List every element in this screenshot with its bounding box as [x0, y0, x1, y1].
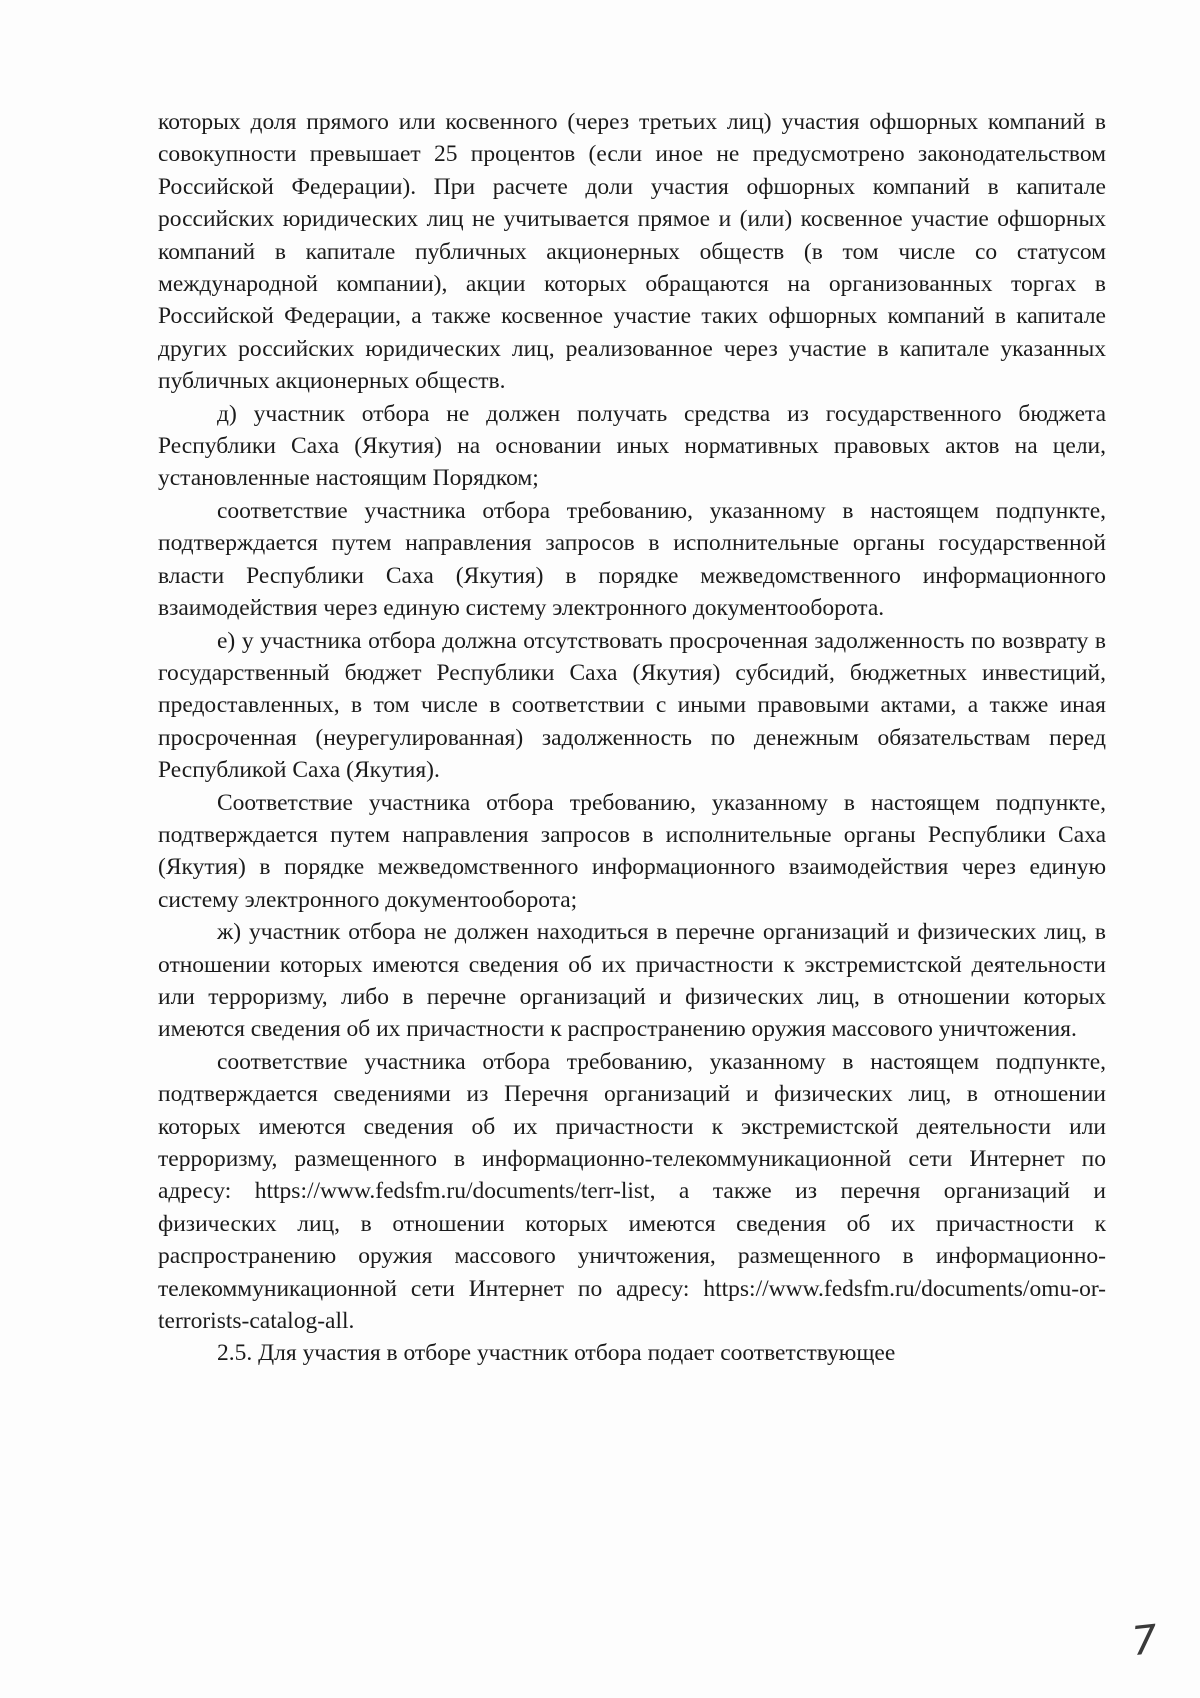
paragraph-requirement-zh-verification: соответствие участника отбора требованию, указанному в настоящем подпункте, подтверждается сведениями из Перечня организаций и физических лиц, в отношении которых имеются сведения об их причастности к экстремистской деятельности или терроризму, размещенного в информационно-телекоммуникационной сети Интернет по адресу: https://www.fedsfm.ru/documents/terr-list, а также из перечня организаций и физических лиц, в отношении которых имеются сведения об их причастности к распространению оружия массового уничтожения, размещенного в информационно-телекоммуникационной сети Интернет по адресу: https://www.fedsfm.ru/documents/omu-or-terrorists-catalog-all. — [158, 1048, 1106, 1335]
paragraph-requirement-zh: ж) участник отбора не должен находиться в перечне организаций и физических лиц, в отношении которых имеются сведения об их причастности к экстремистской деятельности или терроризму, либо в перечне организаций и физических лиц, в отношении которых имеются сведения об их причастности к распространению оружия массового уничтожения. — [158, 919, 1106, 1043]
paragraph-requirement-d: д) участник отбора не должен получать средства из государственного бюджета Республики Саха (Якутия) на основании иных нормативных правовых актов на цели, установленные настоящим Порядком; — [158, 400, 1106, 492]
page-number: 7 — [1129, 1616, 1160, 1666]
document-body — [158, 106, 1106, 1370]
paragraph-section-2-5: 2.5. Для участия в отборе участник отбора подает соответствующее — [217, 1340, 896, 1367]
paragraph-requirement-d-verification: соответствие участника отбора требованию, указанному в настоящем подпункте, подтверждается путем направления запросов в исполнительные органы государственной власти Республики Саха (Якутия) в порядке межведомственного информационного взаимодействия через единую систему электронного документооборота. — [158, 497, 1106, 622]
paragraph-requirement-e: е) у участника отбора должна отсутствовать просроченная задолженность по возврату в государственный бюджет Республики Саха (Якутия) субсидий, бюджетных инвестиций, предоставленных, в том числе в соответствии с иными правовыми актами, а также иная просроченная (неурегулированная) задолженность по денежным обязательствам перед Республикой Саха (Якутия). — [158, 627, 1106, 784]
paragraph-offshore-share: которых доля прямого или косвенного (через третьих лиц) участия офшорных компаний в совокупности превышает 25 процентов (если иное не предусмотрено законодательством Российской Федерации). При расчете доли участия офшорных компаний в капитале российских юридических лиц не учитывается прямое и (или) косвенное участие офшорных компаний в капитале публичных акционерных обществ (в том числе со статусом международной компании), акции которых обращаются на организованных торгах в Российской Федерации, а также косвенное участие таких офшорных компаний в капитале других российских юридических лиц, реализованное через участие в капитале указанных публичных акционерных обществ. — [158, 109, 1106, 395]
paragraph-requirement-e-verification: Соответствие участника отбора требованию, указанному в настоящем подпункте, подтверждается путем направления запросов в исполнительные органы Республики Саха (Якутия) в порядке межведомственного информационного взаимодействия через единую систему электронного документооборота; — [158, 789, 1106, 913]
